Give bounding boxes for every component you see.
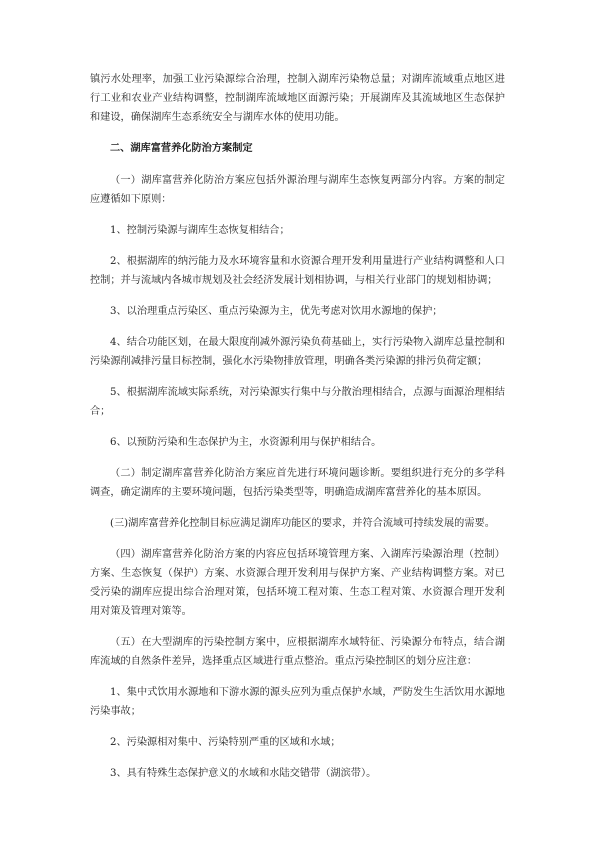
paragraph-section-3: (三)湖库富营养化控制目标应满足湖库功能区的要求，并符合流域可持续发展的需要。 <box>110 518 495 529</box>
principle-item-3: 3、以治理重点污染区、重点污染源为主，优先考虑对饮用水源地的保护； <box>110 306 443 317</box>
control-area-item-2: 2、污染源相对集中、污染特别严重的区域和水域； <box>110 737 341 748</box>
principle-item-6: 6、以预防污染和生态保护为主，水资源利用与保护相结合。 <box>110 437 382 448</box>
principle-item-2: 2、根据湖库的纳污能力及水环境容量和水资源合理开发利用量进行产业结构调整和人口控制；并与流域内各城市规划及社会经济发展计划相协调，与相关行业部门的规划相协调； <box>90 256 505 286</box>
paragraph-continuation: 镇污水处理率，加强工业污染源综合治理，控制入湖库污染物总量；对湖库流域重点地区进行工业和农业产业结构调整，控制湖库流域地区面源污染；开展湖库及其流域地区生态保护和建设，确保湖库生态系统安全与湖库水体的使用功能。 <box>90 74 505 123</box>
principle-item-5: 5、根据湖库流域实际系统，对污染源实行集中与分散治理相结合，点源与面源治理相结合； <box>90 387 505 417</box>
paragraph-section-2: （二）制定湖库富营养化防治方案应首先进行环境问题诊断。要组织进行充分的多学科调查，确定湖库的主要环境问题，包括污染类型等，明确造成湖库富营养化的基本原因。 <box>90 468 505 498</box>
control-area-item-1: 1、集中式饮用水源地和下游水源的源头应列为重点保护水域，严防发生生活饮用水源地污染事故； <box>90 687 505 717</box>
principle-item-1: 1、控制污染源与湖库生态恢复相结合； <box>110 225 290 236</box>
section-heading: 二、湖库富营养化防治方案制定 <box>110 142 253 154</box>
paragraph-section-4: （四）湖库富营养化防治方案的内容应包括环境管理方案、入湖库污染源治理（控制）方案、生态恢复（保护）方案、水资源合理开发利用与保护方案、产业结构调整方案。对已受污染的湖库应提出综合治理对策，包括环境工程对策、生态工程对策、水资源合理开发利用对策及管理对策等。 <box>90 549 505 617</box>
principle-item-4: 4、结合功能区划，在最大限度削减外源污染负荷基础上，实行污染物入湖库总量控制和污染源削减排污量目标控制，强化水污染物排放管理，明确各类污染源的排污负荷定额； <box>90 337 505 367</box>
paragraph-section-1: （一）湖库富营养化防治方案应包括外源治理与湖库生态恢复两部分内容。方案的制定应遵循如下原则： <box>90 175 505 205</box>
control-area-item-3: 3、具有特殊生态保护意义的水域和水陆交错带（湖滨带）。 <box>110 768 377 779</box>
paragraph-section-5: （五）在大型湖库的污染控制方案中，应根据湖库水域特征、污染源分布特点，结合湖库流域的自然条件差异，选择重点区域进行重点整治。重点污染控制区的划分应注意： <box>90 637 505 667</box>
